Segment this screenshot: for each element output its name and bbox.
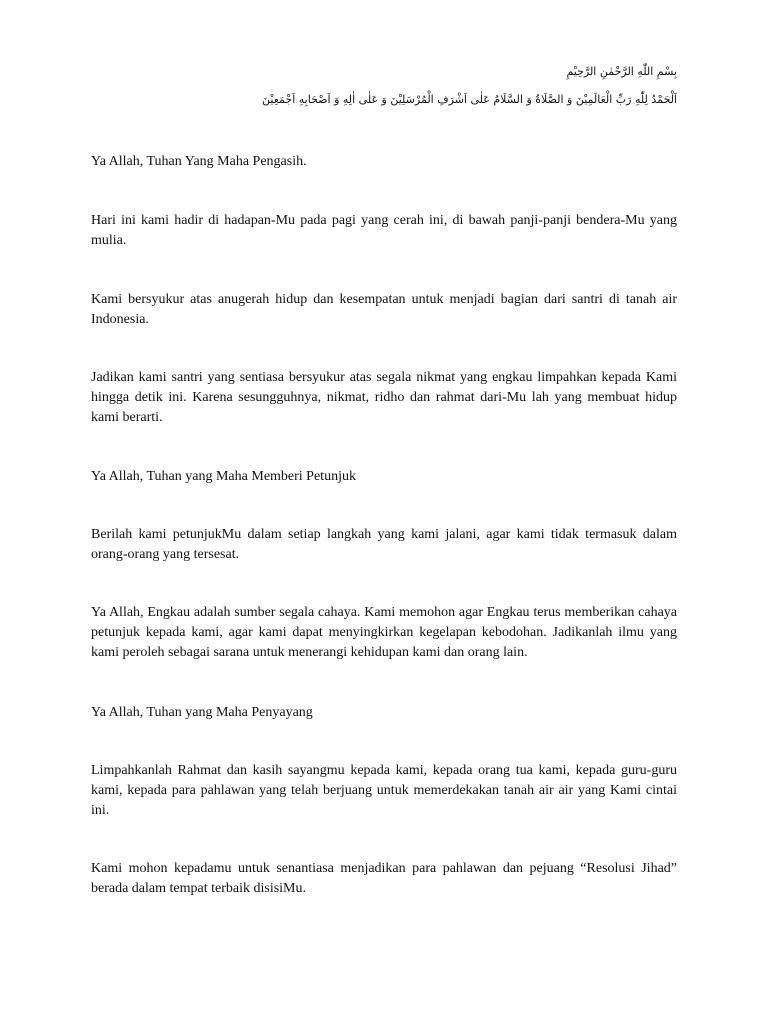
arabic-bismillah: بِسْمِ اللّٰهِ الرَّحْمٰنِ الرَّحِيْمِ — [566, 65, 677, 78]
paragraph-heading-petunjuk: Ya Allah, Tuhan yang Maha Memberi Petunjuk — [91, 469, 356, 484]
document-page — [91, 0, 677, 1024]
arabic-hamdalah: اَلْحَمْدُ لِلّٰهِ رَبِّ الْعَالَمِيْنَ وَ الصَّلَاةُ وَ السَّلَامُ عَلٰى اَشْرَفِ الْمُرْسَلِيْنَ وَ عَلٰى اٰلِهِ وَ اَصْحَابِهِ اَجْمَعِيْنَ — [262, 93, 677, 106]
paragraph-limpahkan: Limpahkanlah Rahmat dan kasih sayangmu kepada kami, kepada orang tua kami, kepada guru-guru kami, kepada para pahlawan yang telah berjuang untuk memerdekakan tanah air air yang Kami cintai ini. — [91, 763, 677, 818]
paragraph-jadikan: Jadikan kami santri yang sentiasa bersyukur atas segala nikmat yang engkau limpahkan kepada Kami hingga detik ini. Karena sesungguhnya, nikmat, ridho dan rahmat dari-Mu lah yang membuat hidup kami berarti. — [91, 370, 677, 425]
paragraph-bersyukur: Kami bersyukur atas anugerah hidup dan kesempatan untuk menjadi bagian dari santri di tanah air Indonesia. — [91, 292, 677, 327]
paragraph-pahlawan: Kami mohon kepadamu untuk senantiasa menjadikan para pahlawan dan pejuang “Resolusi Jihad” berada dalam tempat terbaik disisiMu. — [91, 861, 677, 896]
paragraph-heading-pengasih: Ya Allah, Tuhan Yang Maha Pengasih. — [91, 154, 307, 169]
paragraph-berilah: Berilah kami petunjukMu dalam setiap langkah yang kami jalani, agar kami tidak termasuk dalam orang-orang yang tersesat. — [91, 527, 677, 562]
paragraph-heading-penyayang: Ya Allah, Tuhan yang Maha Penyayang — [91, 705, 313, 720]
paragraph-cahaya: Ya Allah, Engkau adalah sumber segala cahaya. Kami memohon agar Engkau terus memberikan cahaya petunjuk kepada kami, agar kami dapat menyingkirkan kegelapan kebodohan. Jadikanlah ilmu yang kami peroleh sebagai sarana untuk menerangi kehidupan kami dan orang lain. — [91, 605, 677, 660]
paragraph-hadir: Hari ini kami hadir di hadapan-Mu pada pagi yang cerah ini, di bawah panji-panji bendera-Mu yang mulia. — [91, 213, 677, 248]
